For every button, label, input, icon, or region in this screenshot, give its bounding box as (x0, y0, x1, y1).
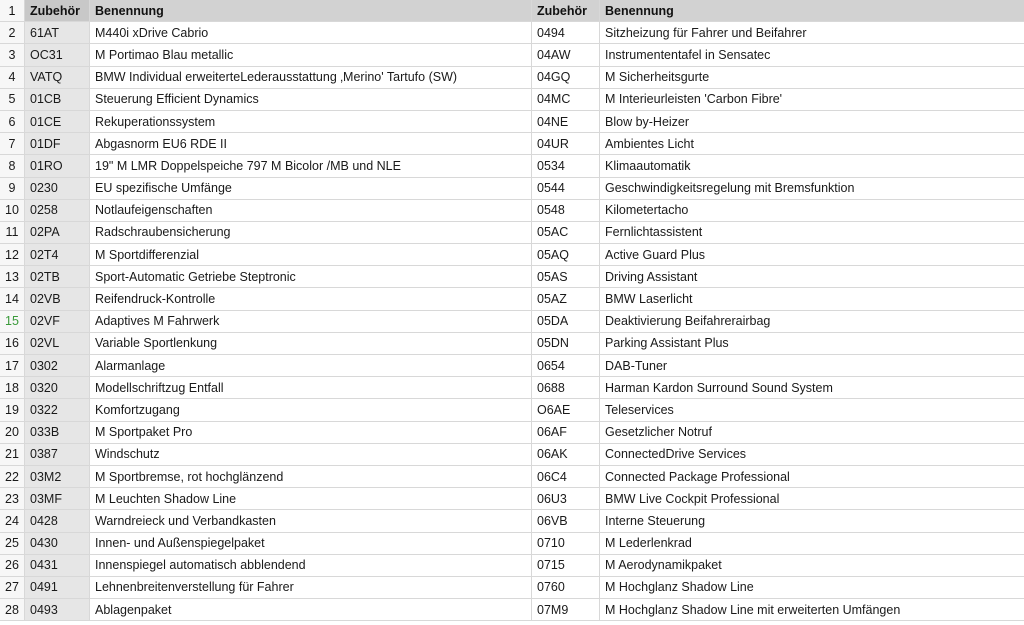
cell-name-1[interactable]: Sport-Automatic Getriebe Steptronic (90, 266, 532, 288)
row-number[interactable]: 6 (0, 110, 25, 132)
cell-code-2[interactable]: 06AK (532, 443, 600, 465)
row-number[interactable]: 21 (0, 443, 25, 465)
cell-code-2[interactable]: 04NE (532, 110, 600, 132)
table-row (0, 355, 1024, 377)
cell-name-2[interactable]: Klimaautomatik (600, 155, 1024, 177)
cell-code-2[interactable]: 05AQ (532, 244, 600, 266)
table-row (0, 288, 1024, 310)
cell-code-2[interactable]: 04GQ (532, 66, 600, 88)
cell-name-2[interactable]: ConnectedDrive Services (600, 443, 1024, 465)
table-row (0, 421, 1024, 443)
cell-name-2[interactable]: Active Guard Plus (600, 244, 1024, 266)
cell-code-2[interactable]: 05AZ (532, 288, 600, 310)
cell-name-1[interactable]: Rekuperationssystem (90, 110, 532, 132)
cell-code-1[interactable]: 02VB (25, 288, 90, 310)
table-row (0, 310, 1024, 332)
cell-name-2[interactable]: BMW Live Cockpit Professional (600, 488, 1024, 510)
cell-name-2[interactable]: Fernlichtassistent (600, 221, 1024, 243)
header-cell-code-1[interactable]: Zubehör (25, 0, 90, 22)
cell-code-1[interactable]: 0430 (25, 532, 90, 554)
cell-name-2[interactable]: Geschwindigkeitsregelung mit Bremsfunktion (600, 177, 1024, 199)
cell-code-2[interactable]: 06C4 (532, 465, 600, 487)
header-cell-code-2[interactable]: Zubehör (532, 0, 600, 22)
cell-name-1[interactable]: Komfortzugang (90, 399, 532, 421)
row-number[interactable]: 10 (0, 199, 25, 221)
header-cell-name-2[interactable]: Benennung (600, 0, 1024, 22)
cell-code-1[interactable]: 0322 (25, 399, 90, 421)
cell-name-2[interactable]: Parking Assistant Plus (600, 332, 1024, 354)
cell-name-2[interactable]: Driving Assistant (600, 266, 1024, 288)
table-row (0, 44, 1024, 66)
table-row (0, 332, 1024, 354)
row-number[interactable]: 13 (0, 266, 25, 288)
cell-code-1[interactable]: 0387 (25, 443, 90, 465)
cell-code-2[interactable]: 05DN (532, 332, 600, 354)
cell-name-1[interactable]: Adaptives M Fahrwerk (90, 310, 532, 332)
cell-code-1[interactable]: 033B (25, 421, 90, 443)
row-number[interactable]: 17 (0, 355, 25, 377)
table-row (0, 266, 1024, 288)
cell-name-1[interactable]: Variable Sportlenkung (90, 332, 532, 354)
row-number[interactable]: 26 (0, 554, 25, 576)
cell-code-1[interactable]: 02T4 (25, 244, 90, 266)
cell-code-2[interactable]: 0548 (532, 199, 600, 221)
cell-name-2[interactable]: M Aerodynamikpaket (600, 554, 1024, 576)
cell-name-2[interactable]: Kilometertacho (600, 199, 1024, 221)
cell-name-1[interactable]: 19" M LMR Doppelspeiche 797 M Bicolor /MB und NLE (90, 155, 532, 177)
cell-name-2[interactable]: Teleservices (600, 399, 1024, 421)
cell-code-1[interactable]: 0491 (25, 576, 90, 598)
cell-code-2[interactable]: 07M9 (532, 599, 600, 621)
cell-name-1[interactable]: EU spezifische Umfänge (90, 177, 532, 199)
cell-code-2[interactable]: 0494 (532, 22, 600, 44)
cell-name-2[interactable]: Sitzheizung für Fahrer und Beifahrer (600, 22, 1024, 44)
row-number[interactable]: 24 (0, 510, 25, 532)
row-number[interactable]: 5 (0, 88, 25, 110)
cell-name-1[interactable]: M Sportbremse, rot hochglänzend (90, 465, 532, 487)
cell-name-1[interactable]: M Leuchten Shadow Line (90, 488, 532, 510)
table-row (0, 110, 1024, 132)
row-number[interactable]: 9 (0, 177, 25, 199)
cell-code-2[interactable]: 05DA (532, 310, 600, 332)
row-number[interactable]: 25 (0, 532, 25, 554)
row-number[interactable]: 15 (0, 310, 25, 332)
cell-code-2[interactable]: 04AW (532, 44, 600, 66)
cell-name-2[interactable]: Connected Package Professional (600, 465, 1024, 487)
cell-code-1[interactable]: 0493 (25, 599, 90, 621)
cell-name-1[interactable]: Alarmanlage (90, 355, 532, 377)
cell-name-2[interactable]: Blow by-Heizer (600, 110, 1024, 132)
cell-code-2[interactable]: 0654 (532, 355, 600, 377)
cell-code-2[interactable]: 06U3 (532, 488, 600, 510)
cell-name-1[interactable]: Modellschriftzug Entfall (90, 377, 532, 399)
row-number[interactable]: 16 (0, 332, 25, 354)
cell-name-1[interactable]: M Sportpaket Pro (90, 421, 532, 443)
header-row (0, 0, 1024, 22)
cell-code-1[interactable]: 01DF (25, 133, 90, 155)
row-number[interactable]: 19 (0, 399, 25, 421)
cell-name-2[interactable]: M Hochglanz Shadow Line mit erweiterten Umfängen (600, 599, 1024, 621)
table-row (0, 177, 1024, 199)
cell-name-1[interactable]: Innen- und Außenspiegelpaket (90, 532, 532, 554)
table-row (0, 399, 1024, 421)
table-row (0, 510, 1024, 532)
table-row (0, 221, 1024, 243)
cell-code-2[interactable]: 05AC (532, 221, 600, 243)
cell-name-1[interactable]: Windschutz (90, 443, 532, 465)
cell-code-2[interactable]: 0760 (532, 576, 600, 598)
row-number[interactable]: 23 (0, 488, 25, 510)
table-row (0, 532, 1024, 554)
cell-code-2[interactable]: 0715 (532, 554, 600, 576)
cell-code-1[interactable]: 02VF (25, 310, 90, 332)
cell-code-1[interactable]: 61AT (25, 22, 90, 44)
cell-name-2[interactable]: Instrumententafel in Sensatec (600, 44, 1024, 66)
cell-code-1[interactable]: 01CE (25, 110, 90, 132)
row-number[interactable]: 20 (0, 421, 25, 443)
cell-code-2[interactable]: O6AE (532, 399, 600, 421)
table-row (0, 554, 1024, 576)
cell-name-1[interactable]: Notlaufeigenschaften (90, 199, 532, 221)
cell-name-2[interactable]: Ambientes Licht (600, 133, 1024, 155)
table-row (0, 244, 1024, 266)
cell-name-1[interactable]: Innenspiegel automatisch abblendend (90, 554, 532, 576)
table-row (0, 199, 1024, 221)
cell-name-1[interactable]: Steuerung Efficient Dynamics (90, 88, 532, 110)
row-number[interactable]: 7 (0, 133, 25, 155)
row-number[interactable]: 1 (0, 0, 25, 22)
cell-name-1[interactable]: Warndreieck und Verbandkasten (90, 510, 532, 532)
cell-code-1[interactable]: 0320 (25, 377, 90, 399)
cell-name-2[interactable]: Interne Steuerung (600, 510, 1024, 532)
cell-name-1[interactable]: M Sportdifferenzial (90, 244, 532, 266)
cell-name-2[interactable]: M Interieurleisten 'Carbon Fibre' (600, 88, 1024, 110)
cell-code-2[interactable]: 06AF (532, 421, 600, 443)
cell-code-1[interactable]: 02PA (25, 221, 90, 243)
table-row (0, 443, 1024, 465)
table-row (0, 133, 1024, 155)
cell-code-1[interactable]: 02VL (25, 332, 90, 354)
cell-code-2[interactable]: 0710 (532, 532, 600, 554)
row-number[interactable]: 4 (0, 66, 25, 88)
row-number[interactable]: 12 (0, 244, 25, 266)
row-number[interactable]: 28 (0, 599, 25, 621)
cell-code-2[interactable]: 0688 (532, 377, 600, 399)
cell-name-1[interactable]: Ablagenpaket (90, 599, 532, 621)
cell-code-2[interactable]: 0544 (532, 177, 600, 199)
cell-name-2[interactable]: BMW Laserlicht (600, 288, 1024, 310)
table-row (0, 377, 1024, 399)
cell-name-1[interactable]: Radschraubensicherung (90, 221, 532, 243)
cell-code-1[interactable]: 03MF (25, 488, 90, 510)
cell-code-1[interactable]: VATQ (25, 66, 90, 88)
table-row (0, 576, 1024, 598)
row-number[interactable]: 3 (0, 44, 25, 66)
cell-code-1[interactable]: 0428 (25, 510, 90, 532)
cell-code-1[interactable]: 01CB (25, 88, 90, 110)
table-row (0, 465, 1024, 487)
table-row (0, 22, 1024, 44)
table-row (0, 155, 1024, 177)
cell-name-2[interactable]: DAB-Tuner (600, 355, 1024, 377)
cell-code-1[interactable]: 0230 (25, 177, 90, 199)
cell-code-2[interactable]: 04MC (532, 88, 600, 110)
cell-name-1[interactable]: BMW Individual erweiterteLederausstattung ‚Merino' Tartufo (SW) (90, 66, 532, 88)
cell-name-2[interactable]: M Lederlenkrad (600, 532, 1024, 554)
table-row (0, 488, 1024, 510)
cell-name-2[interactable]: M Sicherheitsgurte (600, 66, 1024, 88)
cell-code-2[interactable]: 04UR (532, 133, 600, 155)
cell-code-1[interactable]: 0258 (25, 199, 90, 221)
cell-code-1[interactable]: 01RO (25, 155, 90, 177)
table-row (0, 599, 1024, 621)
cell-name-1[interactable]: Abgasnorm EU6 RDE II (90, 133, 532, 155)
cell-name-2[interactable]: Deaktivierung Beifahrerairbag (600, 310, 1024, 332)
row-number[interactable]: 8 (0, 155, 25, 177)
header-cell-name-1[interactable]: Benennung (90, 0, 532, 22)
row-number[interactable]: 27 (0, 576, 25, 598)
table-row (0, 88, 1024, 110)
cell-code-2[interactable]: 05AS (532, 266, 600, 288)
cell-name-1[interactable]: Lehnenbreitenverstellung für Fahrer (90, 576, 532, 598)
row-number[interactable]: 2 (0, 22, 25, 44)
cell-code-1[interactable]: 0431 (25, 554, 90, 576)
table-row (0, 66, 1024, 88)
cell-code-2[interactable]: 06VB (532, 510, 600, 532)
cell-code-1[interactable]: 0302 (25, 355, 90, 377)
cell-code-1[interactable]: 02TB (25, 266, 90, 288)
row-number[interactable]: 14 (0, 288, 25, 310)
cell-name-2[interactable]: M Hochglanz Shadow Line (600, 576, 1024, 598)
cell-code-1[interactable]: 03M2 (25, 465, 90, 487)
cell-name-1[interactable]: Reifendruck-Kontrolle (90, 288, 532, 310)
cell-name-2[interactable]: Gesetzlicher Notruf (600, 421, 1024, 443)
cell-code-1[interactable]: OC31 (25, 44, 90, 66)
cell-code-2[interactable]: 0534 (532, 155, 600, 177)
cell-name-2[interactable]: Harman Kardon Surround Sound System (600, 377, 1024, 399)
row-number[interactable]: 18 (0, 377, 25, 399)
cell-name-1[interactable]: M Portimao Blau metallic (90, 44, 532, 66)
cell-name-1[interactable]: M440i xDrive Cabrio (90, 22, 532, 44)
row-number[interactable]: 22 (0, 465, 25, 487)
row-number[interactable]: 11 (0, 221, 25, 243)
